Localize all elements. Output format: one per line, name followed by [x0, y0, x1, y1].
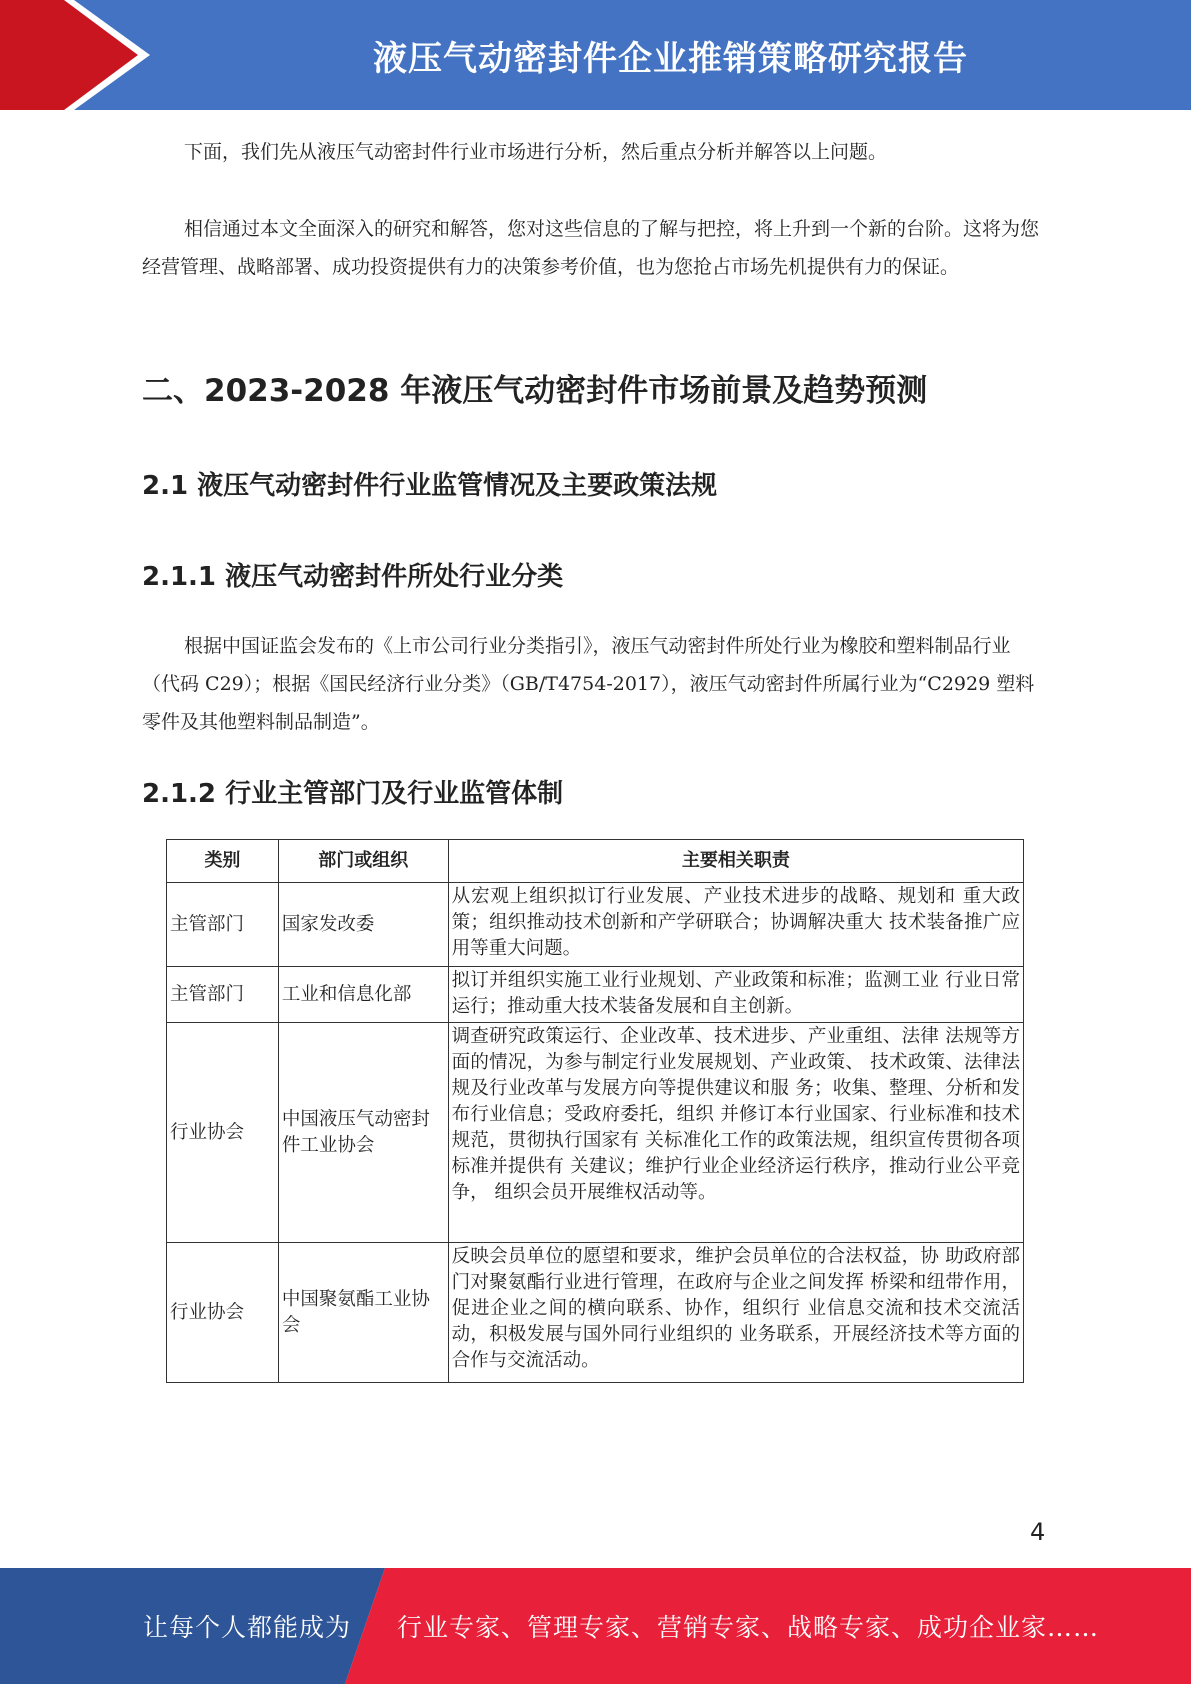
- footer-slogan-left: 让每个人都能成为: [143, 1613, 352, 1642]
- header-duty: 主要相关职责: [448, 840, 1023, 883]
- table-row: [167, 1023, 1024, 1243]
- cell-duty: 调查研究政策运行、企业改革、技术进步、产业重组、法律 法规等方面的情况，为参与制定行业发展规划、产业政策、 技术政策、法律法规及行业改革与发展方向等提供建议和服 务；收集、整理、分析和发布行业信息；受政府委托，组织 并修订本行业国家、行业标准和技术规范，贯彻执行国家有 关标准化工作的政策法规，组织宣传贯彻各项标准并提供有 关建议；维护行业企业经济运行秩序，推动行业公平竞争， 组织会员开展维权活动等。: [448, 1023, 1023, 1243]
- cell-org: 中国液压气动密封件工业协会: [278, 1023, 448, 1243]
- table-row: [167, 967, 1024, 1023]
- footer-band: [0, 1568, 1191, 1684]
- cell-category: 主管部门: [167, 967, 279, 1023]
- header-arrow-icon: [0, 0, 160, 110]
- classification-paragraph: 根据中国证监会发布的《上市公司行业分类指引》，液压气动密封件所处行业为橡胶和塑料制品行业（代码 C29）；根据《国民经济行业分类》（GB/T4754-2017），液压气动密封件所属行业为“C2929 塑料零件及其他塑料制品制造”。: [142, 635, 1035, 733]
- intro-paragraph-2: 相信通过本文全面深入的研究和解答，您对这些信息的了解与把控，将上升到一个新的台阶。这将为您经营管理、战略部署、成功投资提供有力的决策参考价值，也为您抢占市场先机提供有力的保证。: [142, 218, 1040, 278]
- cell-org: 工业和信息化部: [278, 967, 448, 1023]
- document-title: 液压气动密封件企业推销策略研究报告: [373, 38, 968, 79]
- cell-org: 国家发改委: [278, 883, 448, 967]
- header-category: 类别: [167, 840, 279, 883]
- cell-duty: 反映会员单位的愿望和要求，维护会员单位的合法权益，协 助政府部门对聚氨酯行业进行管理，在政府与企业之间发挥 桥梁和纽带作用，促进企业之间的横向联系、协作，组织行 业信息交流和技术交流活动，积极发展与国外同行业组织的 业务联系，开展经济技术等方面的合作与交流活动。: [448, 1243, 1023, 1383]
- cell-duty: 拟订并组织实施工业行业规划、产业政策和标准；监测工业 行业日常运行；推动重大技术装备发展和自主创新。: [448, 967, 1023, 1023]
- cell-category: 行业协会: [167, 1243, 279, 1383]
- cell-duty: 从宏观上组织拟订行业发展、产业技术进步的战略、规划和 重大政策；组织推动技术创新和产学研联合；协调解决重大 技术装备推广应用等重大问题。: [448, 883, 1023, 967]
- header-org: 部门或组织: [278, 840, 448, 883]
- intro-paragraph-1: 下面，我们先从液压气动密封件行业市场进行分析，然后重点分析并解答以上问题。: [184, 141, 888, 163]
- cell-category: 行业协会: [167, 1023, 279, 1243]
- cell-org: 中国聚氨酯工业协会: [278, 1243, 448, 1383]
- section-2-1-title: 2.1 液压气动密封件行业监管情况及主要政策法规: [142, 471, 718, 501]
- table-row: [167, 1243, 1024, 1383]
- footer-slogan-right: 行业专家、管理专家、营销专家、战略专家、成功企业家……: [397, 1613, 1100, 1642]
- section-2-1-2-title: 2.1.2 行业主管部门及行业监管体制: [142, 779, 564, 809]
- section-2-1-1-title: 2.1.1 液压气动密封件所处行业分类: [142, 562, 564, 592]
- page-number: 4: [1030, 1518, 1046, 1546]
- regulatory-table: [166, 839, 1024, 1383]
- cell-category: 主管部门: [167, 883, 279, 967]
- table-row: [167, 883, 1024, 967]
- header-band: [0, 0, 1191, 110]
- table-header-row: [167, 840, 1024, 883]
- section-2-title: 二、2023-2028 年液压气动密封件市场前景及趋势预测: [142, 373, 928, 409]
